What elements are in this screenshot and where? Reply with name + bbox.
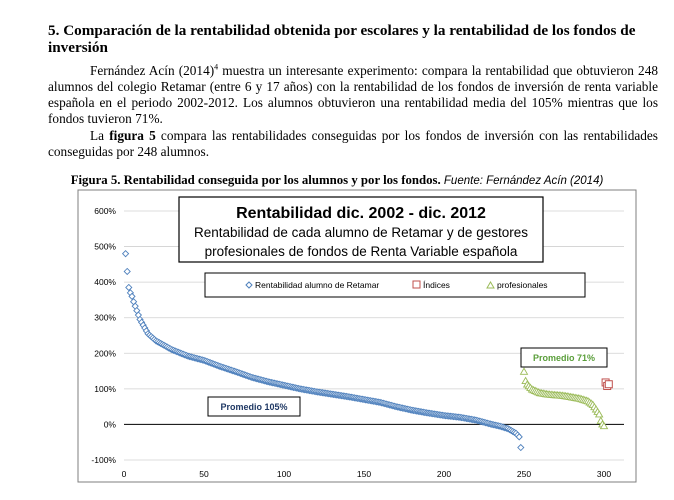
chart-subtitle-1: Rentabilidad de cada alumno de Retamar y de gestores [194,225,528,240]
section-title: 5. Comparación de la rentabilidad obtenida por escolares y la rentabilidad de los fondos de inversión [48,22,636,56]
y-tick-label: 200% [94,348,116,359]
figure-reference: figura 5 [109,128,156,143]
x-tick-label: 200 [436,469,452,479]
x-tick-label: 0 [121,469,127,479]
y-tick-label: -100% [91,455,116,465]
x-tick-label: 100 [276,469,292,479]
series-indices [602,379,612,390]
legend-students: Rentabilidad alumno de Retamar [255,280,380,290]
y-tick-label: 500% [94,241,116,252]
y-tick-label: 300% [94,312,116,323]
pros-average-label: Promedio 71% [532,353,596,363]
students-average-label: Promedio 105% [220,402,288,412]
p2-text-rest: compara las rentabilidades conseguidas por los fondos de inversión con las rentabilidades conseguidas por 248 alumnos. [48,128,658,159]
chart-subtitle-2: profesionales de fondos de Renta Variable española [204,244,518,259]
y-tick-label: 0% [103,419,116,430]
x-tick-label: 50 [199,469,209,479]
index-point [605,381,612,388]
legend-profesionales: profesionales [497,280,548,290]
x-tick-label: 300 [596,469,612,479]
y-tick-label: 100% [94,383,116,394]
x-tick-label: 150 [356,469,372,479]
caption-source: Fuente: Fernández Acín (2014) [443,175,604,187]
chart-title: Rentabilidad dic. 2002 - dic. 2012 [236,205,486,222]
caption-text: Figura 5. Rentabilidad conseguida por los alumnos y por los fondos. [70,173,441,187]
y-tick-label: 600% [94,206,116,216]
footnote-ref[interactable]: 4 [214,62,219,72]
p1-text-rest: muestra un interesante experimento: compara la rentabilidad que obtuvieron 248 alumnos del colegio Retamar (entre 6 y 17 años) con la rentabilidad de los fondos de inversión de renta variable española en el periodo 2002-2012. Los alumnos obtuvieron una rentabilidad media del 105% mientras que los fondos tuvieron 71%. [48,63,658,126]
y-tick-label: 400% [94,277,116,288]
legend-indices: Índices [423,280,450,290]
x-tick-label: 250 [516,469,532,479]
p1-text-start: Fernández Acín (2014) [90,63,215,78]
p2-text-start: La [90,128,110,143]
